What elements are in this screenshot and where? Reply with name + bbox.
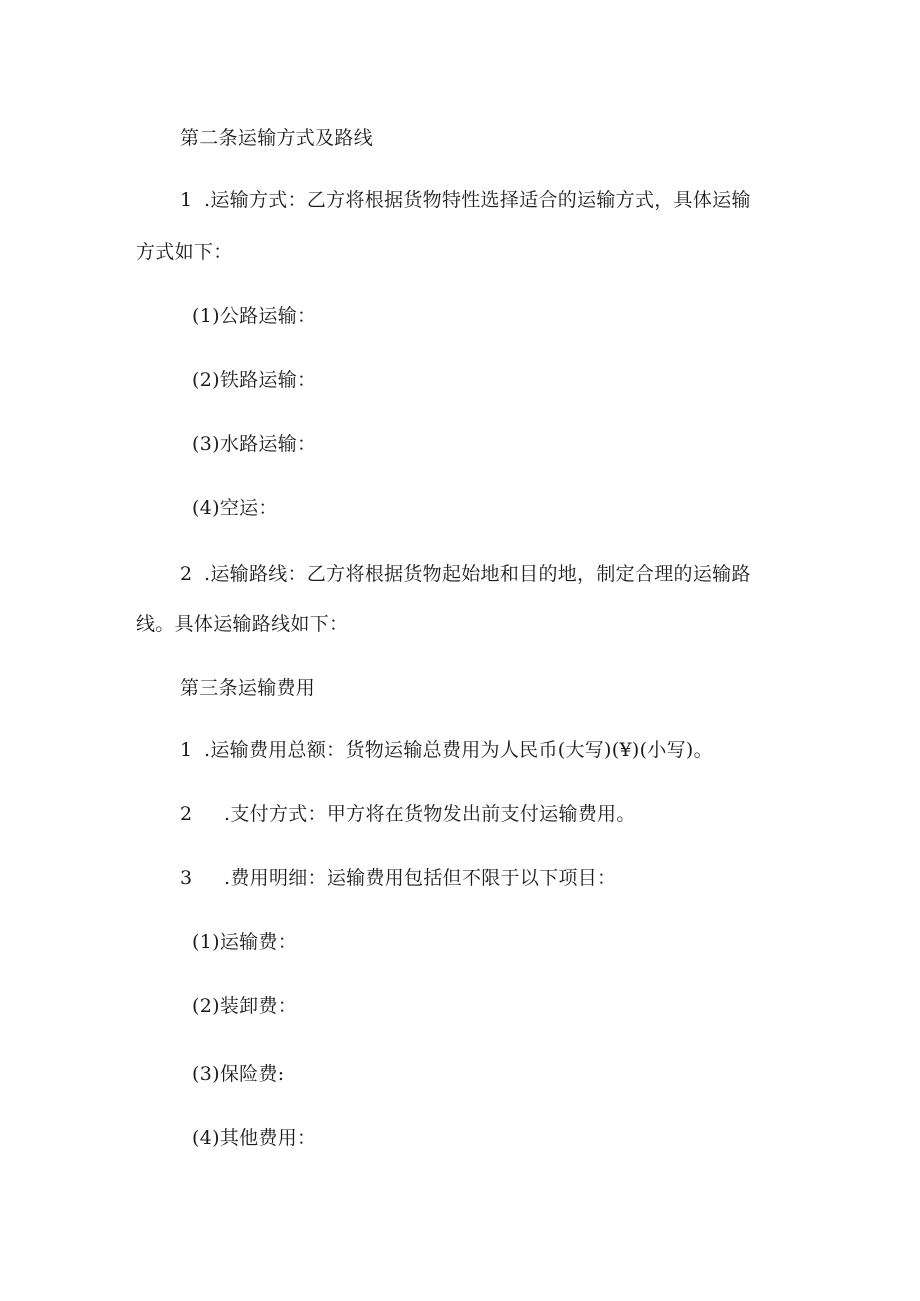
item-number: 3 (180, 867, 193, 889)
item-number: 1 (180, 189, 193, 211)
item-text: .运输费用总额：货物运输总费用为人民币(大写)(¥)(小写)。 (204, 739, 713, 761)
item-text: .支付方式：甲方将在货物发出前支付运输费用。 (224, 803, 636, 825)
item-text: .费用明细：运输费用包括但不限于以下项目： (224, 867, 617, 889)
item-text: .运输路线：乙方将根据货物起始地和目的地，制定合理的运输路 (204, 563, 751, 585)
section-3-item-2 (180, 802, 636, 826)
fee-item-transport: (1)运输费： (192, 931, 298, 953)
fee-item-other: (4)其他费用： (192, 1127, 317, 1149)
transport-mode-rail: (2)铁路运输： (192, 369, 317, 391)
section-3-item-1 (180, 738, 713, 762)
section-2-item-1-line-2: 方式如下： (136, 241, 233, 263)
fee-item-loading: (2)装卸费： (192, 995, 298, 1017)
item-number: 2 (180, 803, 193, 825)
fee-item-insurance: (3)保险费: (192, 1063, 285, 1085)
section-2-heading: 第二条运输方式及路线 (180, 127, 374, 149)
item-text: .运输方式：乙方将根据货物特性选择适合的运输方式，具体运输 (204, 189, 751, 211)
section-2-item-2-line-1 (180, 562, 751, 586)
section-2-item-2-line-2: 线。具体运输路线如下： (136, 613, 349, 635)
section-3-heading: 第三条运输费用 (180, 677, 316, 699)
transport-mode-road: (1)公路运输： (192, 305, 317, 327)
section-2-item-1-line-1 (180, 188, 751, 212)
item-number: 2 (180, 563, 193, 585)
transport-mode-water: (3)水路运输： (192, 433, 317, 455)
item-number: 1 (180, 739, 193, 761)
section-3-item-3 (180, 866, 616, 890)
transport-mode-air: (4)空运： (192, 497, 278, 519)
